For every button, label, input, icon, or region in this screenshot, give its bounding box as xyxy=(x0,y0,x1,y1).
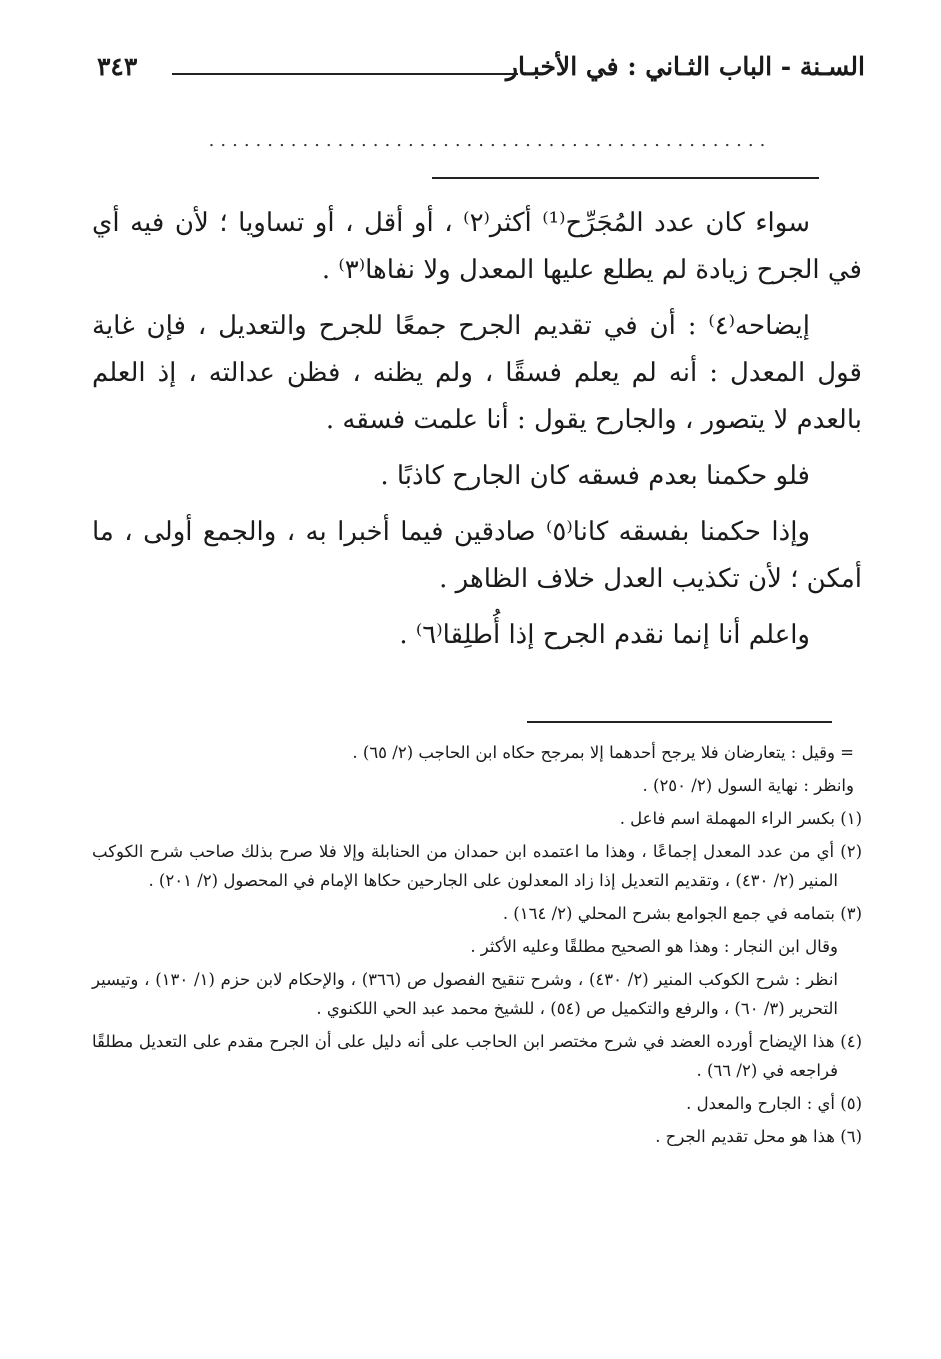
page-number: ٣٤٣ xyxy=(97,52,138,81)
running-title: السـنة - الباب الثـاني : في الأخبـار xyxy=(505,52,865,81)
footnote-continuation: = وقيل : يتعارضان فلا يرجح أحدهما إلا بمرجح حكاه ابن الحاجب (٢/ ٦٥) . xyxy=(352,743,854,762)
footnote-1: (١) بكسر الراء المهملة اسم فاعل . xyxy=(619,809,862,828)
footnote-2: (٢) أي من عدد المعدل إجماعًا ، وهذا ما اعتمده ابن حمدان من الحنابلة وإلا فلا صرح بذلك صاحب شرح الكوكب المنير (٢/ ٤٣٠) ، وتقديم التعديل إذا زاد المعدلون على الجارحين حكاها الإمام في المحصول (٢/ ٢٠١) . xyxy=(92,842,862,890)
footnote-3-refs: انظر : شرح الكوكب المنير (٢/ ٤٣٠) ، وشرح تنقيح الفصول ص (٣٦٦) ، والإحكام لابن حزم (١/ ١٣٠) ، وتيسير التحرير (٣/ ٦٠) ، والرفع والتكميل ص (٥٤) ، للشيخ محمد عبد الحي اللكنوي . xyxy=(92,970,838,1018)
footnote-5: (٥) أي : الجارح والمعدل . xyxy=(686,1094,862,1113)
paragraph: وإذا حكمنا بفسقه كانا⁽٥⁾ صادقين فيما أخبرا به ، والجمع أولى ، ما أمكن ؛ لأن تكذيب العدل خلاف الظاهر . xyxy=(92,517,862,594)
paragraph: إيضاحه⁽٤⁾ : أن في تقديم الجرح جمعًا للجرح والتعديل ، فإن غاية قول المعدل : أنه لم يعلم فسقًا ، ولم يظنه ، فظن عدالته ، إذ العلم بالعدم لا يتصور ، والجارح يقول : أنا علمت فسقه . xyxy=(92,311,862,435)
paragraph: فلو حكمنا بعدم فسقه كان الجارح كاذبًا . xyxy=(380,461,810,491)
footnote-separator xyxy=(527,721,832,723)
footnote-3-line: وقال ابن النجار : وهذا هو الصحيح مطلقًا وعليه الأكثر . xyxy=(470,937,838,956)
paragraph: سواء كان عدد المُجَرِّح⁽¹⁾ أكثر⁽٢⁾ ، أو أقل ، أو تساويا ؛ لأن فيه أي في الجرح زيادة لم يطلع عليها المعدل ولا نفاها⁽٣⁾ . xyxy=(92,208,862,285)
section-rule xyxy=(432,177,819,179)
main-text xyxy=(92,200,862,668)
ellipsis-line: ................................................ xyxy=(208,130,772,151)
footnote-continuation: وانظر : نهاية السول (٢/ ٢٥٠) . xyxy=(642,776,854,795)
footnote-4: (٤) هذا الإيضاح أورده العضد في شرح مختصر ابن الحاجب على أنه دليل على أن الجرح مقدم على التعديل مطلقًا فراجعه في (٢/ ٦٦) . xyxy=(92,1032,862,1080)
footnote-6: (٦) هذا هو محل تقديم الجرح . xyxy=(655,1127,862,1146)
header-rule xyxy=(172,73,518,75)
footnote-3: (٣) بتمامه في جمع الجوامع بشرح المحلي (٢/ ١٦٤) . xyxy=(502,904,862,923)
paragraph: واعلم أنا إنما نقدم الجرح إذا أُطلِقا⁽٦⁾ . xyxy=(399,620,810,650)
footnotes xyxy=(92,738,862,1155)
